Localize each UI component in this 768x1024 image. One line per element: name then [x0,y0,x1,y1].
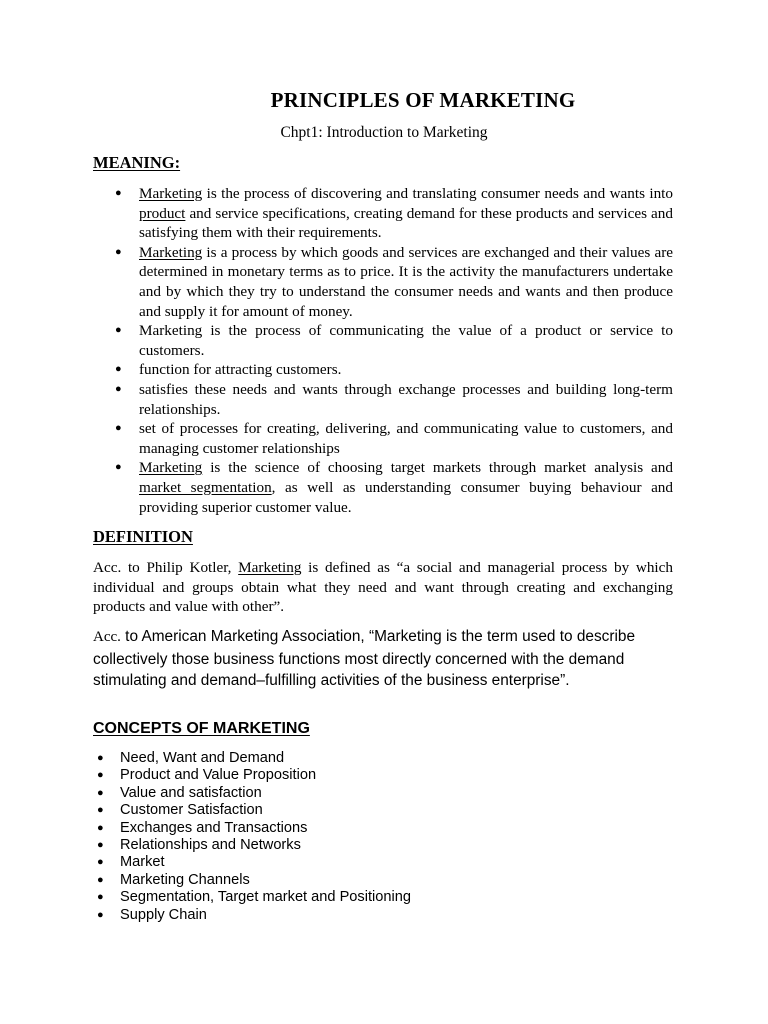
bullet-icon: ● [97,856,104,869]
concept-item [93,907,593,924]
bullet-icon: ● [97,821,104,834]
concept-item [93,872,593,889]
meaning-item [93,360,673,380]
meaning-heading: MEANING: [93,153,181,172]
bullet-icon: ● [97,839,104,852]
bullet-icon: ● [97,908,104,921]
bullet-icon: ● [115,187,122,199]
concepts-list [93,750,593,924]
underlined-term: product [139,204,186,222]
definition-text: to American Marketing Association, “Marketing is the term used to describe collectively those business functions most directly concerned with the demand stimulating and demand–fulfilling activities of the business enterprise”. [93,628,636,690]
underlined-term: Marketing [238,559,302,576]
bullet-icon: ● [115,382,122,395]
bullet-icon: ● [97,873,104,886]
acc-prefix: Acc. [93,629,121,645]
concept-item [93,767,593,784]
concepts-heading: CONCEPTS OF MARKETING [93,720,310,737]
item-text: Marketing is the process of communicating the value of a product or service to customers. [139,322,673,359]
bullet-icon: ● [115,245,122,258]
item-text: is the process of discovering and translating consumer needs and wants into [202,185,673,202]
definition-heading: DEFINITION [93,527,193,546]
ama-definition [93,626,683,692]
meaning-item [93,321,673,360]
concept-label: Exchanges and Transactions [120,819,308,836]
concept-label: Value and satisfaction [120,784,262,801]
bullet-icon: ● [97,769,104,782]
concept-label: Market [120,854,165,871]
chapter-subtitle-text: Chpt1: Introduction to Marketing [280,124,488,141]
item-text: , as well as understanding consumer buying behaviour and providing superior customer value. [139,478,673,516]
concept-item [93,854,593,871]
concept-label: Supply Chain [120,906,207,923]
meaning-list [93,184,673,517]
concept-label: Marketing Channels [120,871,250,888]
underlined-term: Marketing [139,243,203,261]
item-text: set of processes for creating, delivering, and communicating value to customers, and managing customer relationships [139,420,673,457]
bullet-icon: ● [115,461,122,474]
concept-label: Product and Value Proposition [120,767,317,784]
bullet-icon: ● [115,363,122,376]
concept-item [93,750,593,767]
bullet-icon: ● [97,752,104,764]
bullet-icon: ● [97,786,104,799]
concept-item [93,802,593,819]
concept-item [93,785,593,802]
item-text: and service specifications, creating demand for these products and services and satisfying them with their requirements. [139,204,673,242]
bullet-icon: ● [97,891,104,904]
meaning-item [93,184,673,243]
item-text: function for attracting customers. [139,361,342,379]
bullet-icon: ● [115,422,122,435]
chapter-subtitle [0,124,768,142]
page-title: PRINCIPLES OF MARKETING [270,88,576,112]
concept-item [93,820,593,837]
meaning-item [93,458,673,517]
concept-label: Segmentation, Target market and Positioning [120,889,411,906]
item-text: satisfies these needs and wants through exchange processes and building long-term relationships. [139,380,673,418]
kotler-definition [93,558,673,617]
concept-label: Need, Want and Demand [120,750,285,766]
definition-text: is defined as “a social and managerial process by which individual and groups obtain what they need and want through creating and exchanging products and value with other”. [93,559,673,616]
bullet-icon: ● [115,324,122,337]
definition-text: Acc. to Philip Kotler, [93,559,239,576]
underlined-term: Marketing [139,459,203,477]
item-text: is the science of choosing target markets through market analysis and [202,459,673,477]
concept-label: Relationships and Networks [120,837,301,854]
meaning-item [93,419,673,458]
concept-item [93,837,593,854]
concept-item [93,889,593,906]
meaning-item [93,243,673,321]
underlined-term: Marketing [139,185,203,202]
bullet-icon: ● [97,804,104,817]
concept-label: Customer Satisfaction [120,802,263,819]
item-text: is a process by which goods and services are exchanged and their values are determined in monetary terms as to price. It is the activity the manufacturers undertake and by which they try to understand the consumer needs and wants and then produce and supply it for amount of money. [139,243,673,320]
meaning-item [93,380,673,419]
underlined-term: market segmentation [139,478,272,496]
